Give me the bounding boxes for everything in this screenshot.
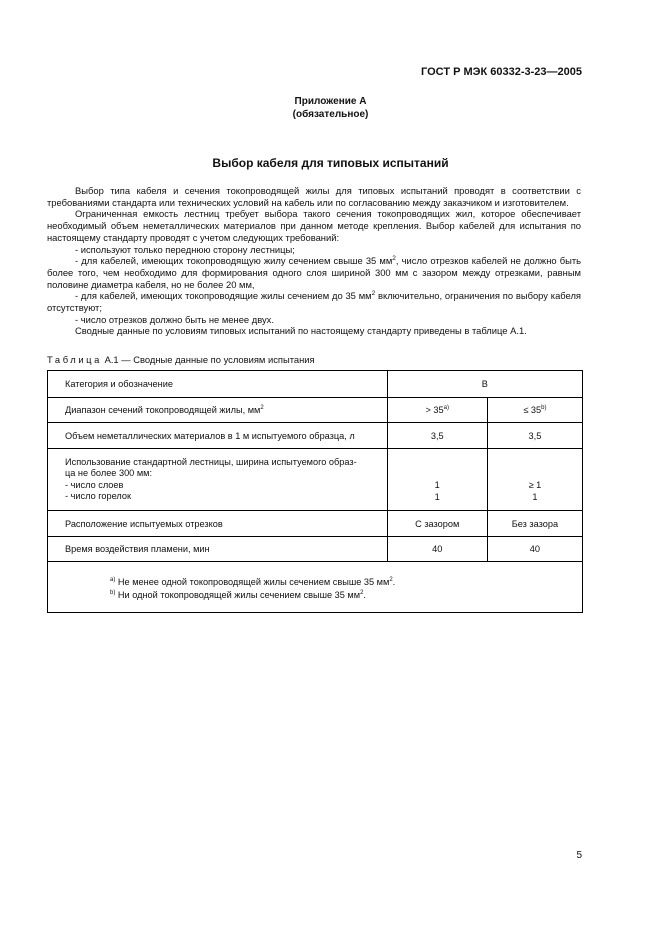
table-cell: Объем неметаллических материалов в 1 м испытуемого образца, л [48,423,388,449]
summary-table [47,370,583,613]
footnote-a: $^{a)}$ Не менее одной токопроводящей жилы сечением свыше 35 $мм^2$. [110,576,396,587]
table-cell: В [387,371,582,398]
table-caption: Таблица А.1 — Сводные данные по условиям испытания [47,354,315,365]
table-row [48,449,583,511]
footnote-b: $^{b)}$ Ни одной токопроводящей жилы сечением свыше 35 $мм^2$. [110,589,366,600]
table-cell: 40 [387,537,487,562]
page-number: 5 [576,850,582,861]
table-cell: > $35^{a)}$ [387,398,487,423]
appendix-label: Приложение А [294,96,367,107]
table-row [48,371,583,398]
table-cell: 3,5 [387,423,487,449]
paragraph: Выбор типа кабеля и сечения токопроводящей жилы для типовых испытаний проводят в соответствии с требованиями стандарта или технических условий на кабель или по согласованию между заказчиком и изготовителем. [47,185,581,208]
table-cell: ≥ 1 1 [487,449,582,511]
list-item: - для кабелей, имеющих токопроводящие жилы сечением до 35 $мм^2$ включительно, ограничения по выбору кабеля отсутствуют; [47,290,581,314]
appendix-heading [0,95,661,121]
table-cell: Категория и обозначение [48,371,388,398]
table-cell: 3,5 [487,423,582,449]
table-cell: Без зазора [487,511,582,537]
table-cell: ≤ $35^{b)}$ [487,398,582,423]
paragraph: Ограниченная емкость лестниц требует выбора такого сечения токопроводящих жил, которое обеспечивает необходимый объем неметаллических материалов при данном методе крепления. Выбор кабелей для испытания по настоящему стандарту проводят с учетом следующих требований: [47,208,581,243]
list-item: - используют только переднюю сторону лестницы; [75,243,295,255]
table-row [48,537,583,562]
table-cell: Расположение испытуемых отрезков [48,511,388,537]
document-code: ГОСТ Р МЭК 60332-3-23—2005 [421,66,582,78]
table-cell: 1 1 [387,449,487,511]
table-cell: Использование стандартной лестницы, ширина испытуемого образ- ца не более 300 мм: - число слоев - число горелок [48,449,388,511]
list-item: - для кабелей, имеющих токопроводящую жилу сечением свыше 35 $мм^2$, число отрезков кабелей не должно быть более того, чем необходимо для формирования одного слоя шириной 300 мм с зазором между отрезками, равным половине диаметра кабеля, но не более 20 мм, [47,255,582,290]
body-text [47,185,581,337]
table-row [48,511,583,537]
table-row [48,423,583,449]
table-cell: Время воздействия пламени, мин [48,537,388,562]
table-cell: 40 [487,537,582,562]
table-row [48,562,583,613]
table-cell: С зазором [387,511,487,537]
table-row [48,398,583,423]
section-title: Выбор кабеля для типовых испытаний [212,156,449,170]
appendix-status: (обязательное) [292,109,369,120]
table-footnotes [48,562,583,613]
paragraph: Сводные данные по условиям типовых испытаний по настоящему стандарту приведены в таблице А.1. [75,325,527,337]
list-item: - число отрезков должно быть не менее двух. [75,313,274,325]
table-cell: Диапазон сечений токопроводящей жилы, $мм^2$ [48,398,388,423]
